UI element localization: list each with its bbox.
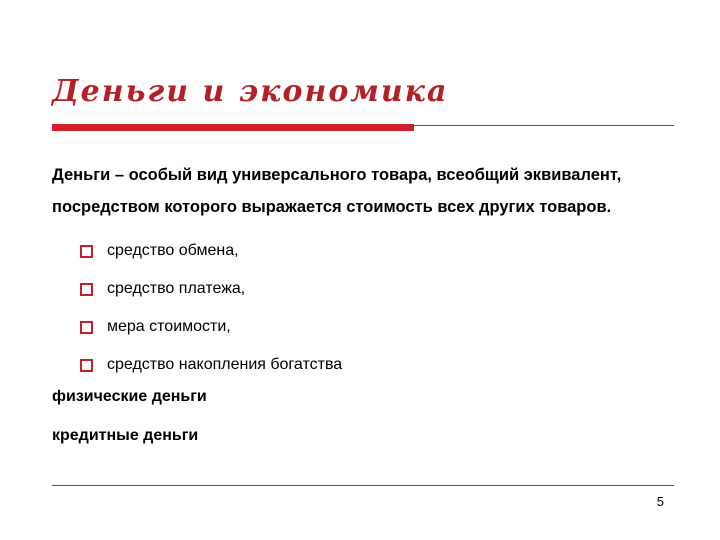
definition-line-2: посредством которого выражается стоимость всех других товаров.	[52, 198, 612, 216]
money-kind-physical: физические деньги	[52, 388, 207, 405]
title-underline-thin	[414, 125, 674, 126]
title-underline-thick	[52, 124, 414, 131]
hollow-square-bullet-icon	[80, 321, 93, 334]
function-label: средство обмена,	[107, 242, 239, 259]
page-number: 5	[656, 494, 664, 509]
function-label: средство платежа,	[107, 280, 246, 297]
functions-list	[80, 232, 342, 384]
slide-title: Деньги и экономика	[52, 74, 449, 109]
money-kind-credit: кредитные деньги	[52, 427, 199, 444]
list-item	[80, 346, 342, 384]
footer-divider	[52, 485, 674, 486]
list-item	[80, 270, 342, 308]
definition-line-1: Деньги – особый вид универсального товара, всеобщий эквивалент,	[52, 166, 622, 184]
function-label: мера стоимости,	[107, 318, 231, 335]
list-item	[80, 308, 342, 346]
function-label: средство накопления богатства	[107, 356, 343, 373]
hollow-square-bullet-icon	[80, 245, 93, 258]
hollow-square-bullet-icon	[80, 359, 93, 372]
list-item	[80, 232, 342, 270]
hollow-square-bullet-icon	[80, 283, 93, 296]
